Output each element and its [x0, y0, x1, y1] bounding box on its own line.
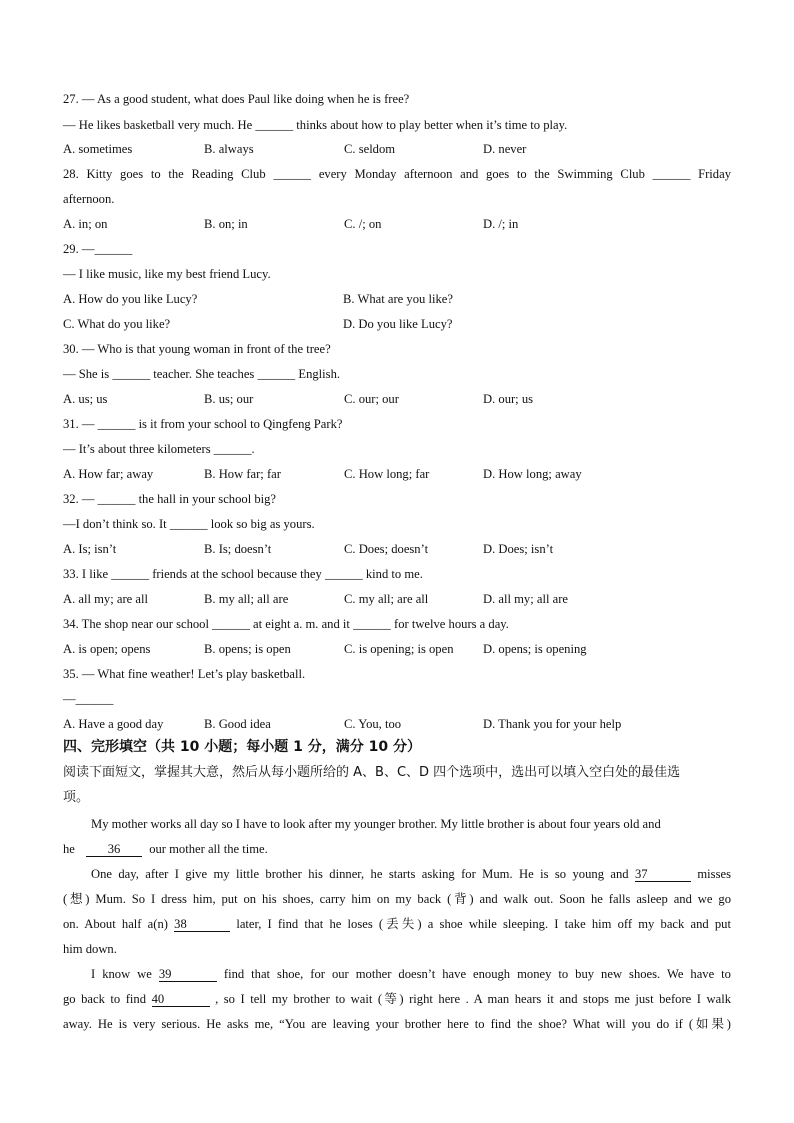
passage-text: he	[63, 842, 75, 856]
passage-p3-line2	[63, 991, 731, 1007]
question-34-stem: 34. The shop near our school ______ at eight a. m. and it ______ for twelve hours a day.	[63, 617, 509, 631]
question-29-stem: 29. —______	[63, 242, 133, 256]
option-c[interactable]: C. is opening; is open	[344, 642, 454, 656]
question-27-answer: — He likes basketball very much. He ______ thinks about how to play better when it’s time to play.	[63, 118, 568, 132]
passage-p2-line1	[91, 866, 731, 882]
option-a[interactable]: A. How do you like Lucy?	[63, 292, 198, 306]
option-d[interactable]: D. Does; isn’t	[483, 542, 554, 556]
question-29-answer: — I like music, like my best friend Lucy.	[63, 267, 271, 281]
option-a[interactable]: A. is open; opens	[63, 642, 151, 656]
option-b[interactable]: B. always	[204, 142, 254, 156]
option-a[interactable]: A. Have a good day	[63, 717, 164, 731]
question-28-stem-cont: afternoon.	[63, 192, 115, 206]
passage-p2-line3	[63, 916, 731, 932]
passage-text: go back to find	[63, 992, 147, 1006]
passage-text: find that shoe, for our mother doesn’t have enough money to buy new shoes. We have to	[223, 967, 731, 981]
option-d[interactable]: D. all my; all are	[483, 592, 568, 606]
option-d[interactable]: D. Do you like Lucy?	[343, 317, 453, 331]
question-28-stem: 28. Kitty goes to the Reading Club ______ every Monday afternoon and goes to the Swimming Club ______ Friday	[63, 167, 731, 181]
option-b[interactable]: B. on; in	[204, 217, 248, 231]
section-instruction: 阅读下面短文，掌握其大意，然后从每小题所给的 A、B、C、D 四个选项中，选出可以填入空白处的最佳选	[63, 765, 681, 780]
passage-p1-line1: My mother works all day so I have to look after my younger brother. My little brother is about four years old and	[91, 817, 661, 831]
option-b[interactable]: B. my all; all are	[204, 592, 289, 606]
passage-p2-line2: (想) Mum. So I dress him, put on his shoes, carry him on my back (背) and walk out. Soon he falls asleep and we go	[63, 892, 731, 906]
option-c[interactable]: C. Does; doesn’t	[344, 542, 429, 556]
question-27-stem: 27. — As a good student, what does Paul like doing when he is free?	[63, 92, 410, 106]
blank-38[interactable]: 38	[174, 917, 230, 932]
option-d[interactable]: D. How long; away	[483, 467, 582, 481]
question-31-stem: 31. — ______ is it from your school to Qingfeng Park?	[63, 417, 343, 431]
passage-p3-line3: away. He is very serious. He asks me, “You are leaving your brother here to find the shoe? What will you do if (如果)	[63, 1017, 731, 1031]
option-b[interactable]: B. Good idea	[204, 717, 271, 731]
option-c[interactable]: C. You, too	[344, 717, 402, 731]
option-b[interactable]: B. What are you like?	[343, 292, 453, 306]
option-d[interactable]: D. our; us	[483, 392, 534, 406]
question-31-answer: — It’s about three kilometers ______.	[63, 442, 255, 456]
passage-text: , so I tell my brother to wait (等) right here . A man hears it and stops me just before I walk	[215, 992, 731, 1006]
option-a[interactable]: A. sometimes	[63, 142, 133, 156]
passage-p3-line1	[91, 966, 731, 982]
option-b[interactable]: B. opens; is open	[204, 642, 291, 656]
passage-text: later, I find that he loses (丢失) a shoe while sleeping. I take him off my back and put	[236, 917, 731, 931]
option-c[interactable]: C. our; our	[344, 392, 399, 406]
passage-p1-line2	[63, 841, 731, 857]
option-a[interactable]: A. How far; away	[63, 467, 154, 481]
option-b[interactable]: B. How far; far	[204, 467, 281, 481]
section-instruction-cont: 项。	[63, 790, 90, 805]
blank-39[interactable]: 39	[159, 967, 217, 982]
option-a[interactable]: A. all my; are all	[63, 592, 148, 606]
section-heading: 四、完形填空（共 10 小题；每小题 1 分，满分 10 分）	[63, 739, 421, 755]
question-33-stem: 33. I like ______ friends at the school because they ______ kind to me.	[63, 567, 423, 581]
question-30-stem: 30. — Who is that young woman in front of the tree?	[63, 342, 331, 356]
passage-text: misses	[697, 867, 731, 881]
option-c[interactable]: C. What do you like?	[63, 317, 171, 331]
option-d[interactable]: D. Thank you for your help	[483, 717, 622, 731]
option-d[interactable]: D. opens; is opening	[483, 642, 587, 656]
option-d[interactable]: D. /; in	[483, 217, 519, 231]
passage-text: I know we	[91, 967, 152, 981]
option-a[interactable]: A. us; us	[63, 392, 108, 406]
question-30-answer: — She is ______ teacher. She teaches ______ English.	[63, 367, 341, 381]
passage-text: our mother all the time.	[149, 842, 268, 856]
option-b[interactable]: B. us; our	[204, 392, 254, 406]
blank-36[interactable]: 36	[86, 842, 142, 857]
blank-37[interactable]: 37	[635, 867, 691, 882]
option-a[interactable]: A. Is; isn’t	[63, 542, 117, 556]
option-c[interactable]: C. /; on	[344, 217, 382, 231]
passage-text: One day, after I give my little brother his dinner, he starts asking for Mum. He is so young and	[91, 867, 629, 881]
passage-text: on. About half a(n)	[63, 917, 168, 931]
question-32-stem: 32. — ______ the hall in your school big?	[63, 492, 277, 506]
option-b[interactable]: B. Is; doesn’t	[204, 542, 272, 556]
option-c[interactable]: C. my all; are all	[344, 592, 429, 606]
option-c[interactable]: C. seldom	[344, 142, 396, 156]
question-35-stem: 35. — What fine weather! Let’s play basketball.	[63, 667, 306, 681]
option-c[interactable]: C. How long; far	[344, 467, 430, 481]
option-d[interactable]: D. never	[483, 142, 527, 156]
passage-p2-line4: him down.	[63, 942, 117, 956]
question-32-answer: —I don’t think so. It ______ look so big as yours.	[63, 517, 315, 531]
option-a[interactable]: A. in; on	[63, 217, 108, 231]
question-35-answer: —______	[63, 692, 114, 706]
blank-40[interactable]: 40	[152, 992, 210, 1007]
